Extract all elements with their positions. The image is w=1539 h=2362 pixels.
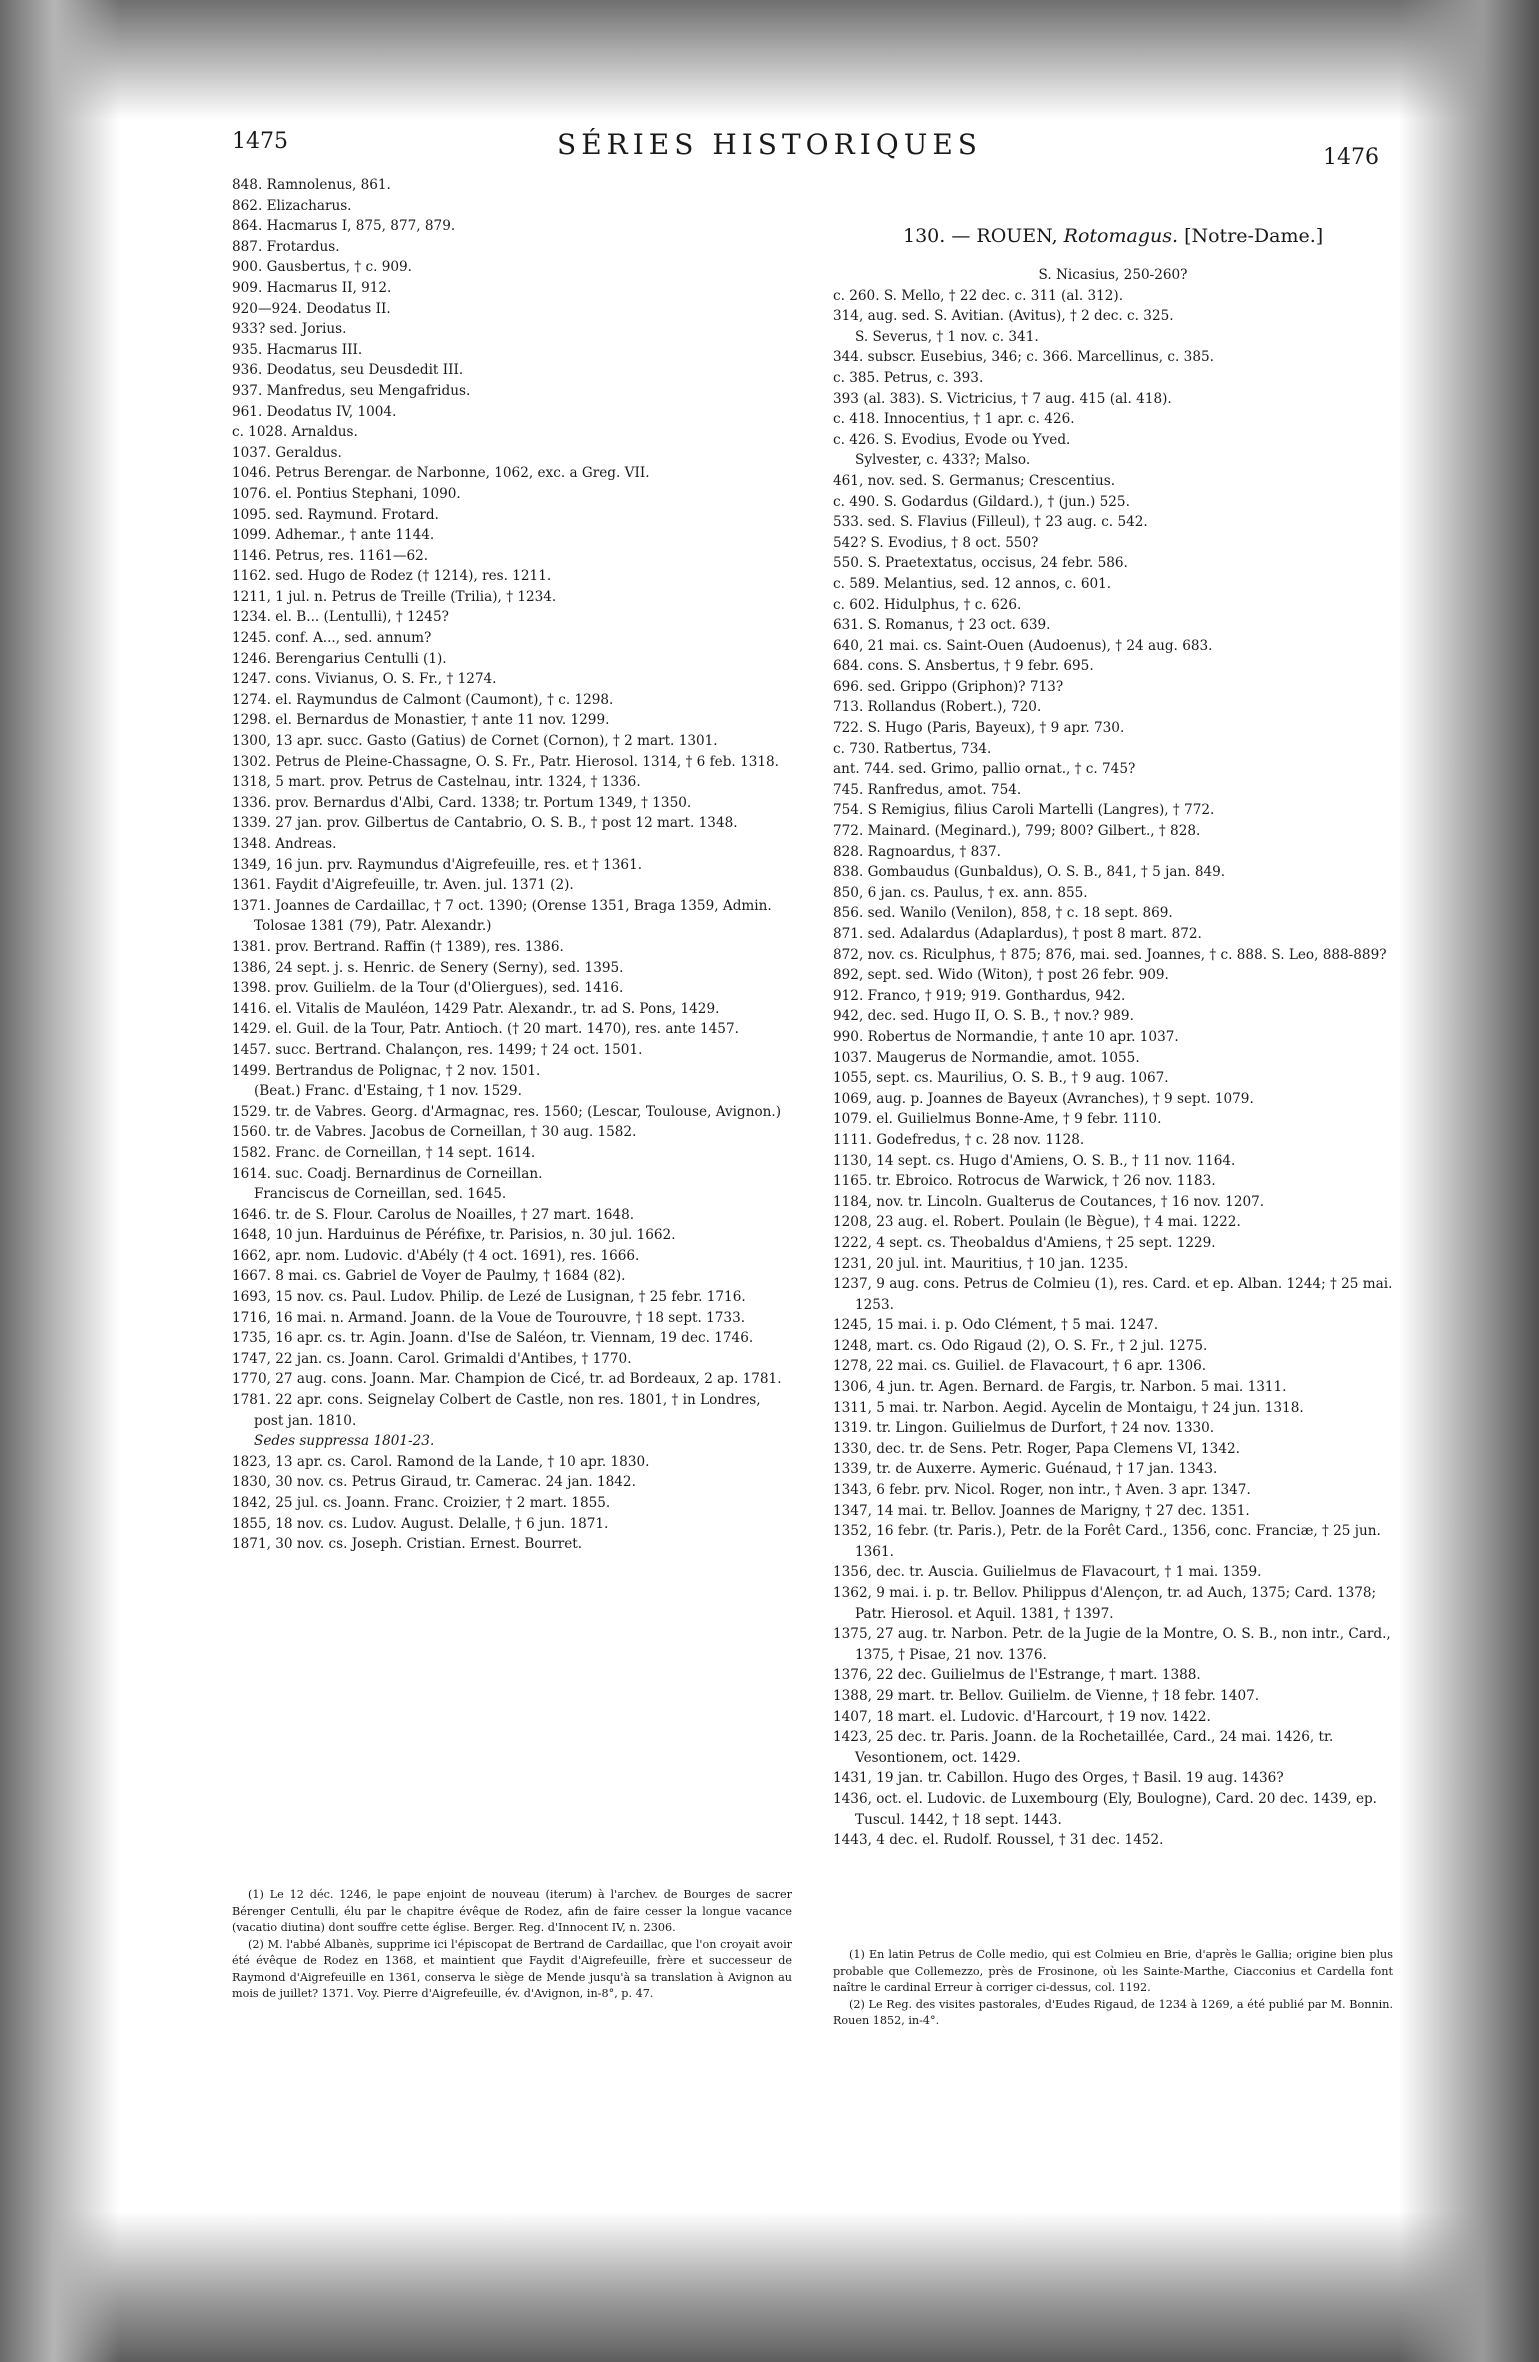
list-item: 1079. el. Guilielmus Bonne-Ame, † 9 febr. 1110.: [833, 1111, 1162, 1128]
list-item: 1300, 13 apr. succ. Gasto (Gatius) de Cornet (Cornon), † 2 mart. 1301.: [232, 733, 718, 750]
list-item: c. 730. Ratbertus, 734.: [833, 740, 992, 757]
list-item: 1222, 4 sept. cs. Theobaldus d'Amiens, † 25 sept. 1229.: [833, 1234, 1216, 1251]
section-title: [903, 225, 1323, 247]
list-item: 1871, 30 nov. cs. Joseph. Cristian. Ernest. Bourret.: [232, 1536, 583, 1553]
list-item: 1069, aug. p. Joannes de Bayeux (Avranches), † 9 sept. 1079.: [833, 1090, 1254, 1107]
list-item: 1423, 25 dec. tr. Paris. Joann. de la Rochetaillée, Card., 24 mai. 1426, tr. Vesontionem, oct. 1429.: [833, 1729, 1334, 1766]
footnote: (1) Le 12 déc. 1246, le pape enjoint de nouveau (iterum) à l'archev. de Bourges de sacrer Bérenger Centulli, élu par le chapitre évêque de Rodez, afin de faire cesser la longue vacance (vacatio diutina) dont souffre cette église. Berger. Reg. d'Innocent IV, n. 2306.: [232, 1888, 792, 1934]
running-title: SÉRIES HISTORIQUES: [557, 128, 982, 161]
list-item: c. 385. Petrus, c. 393.: [833, 369, 984, 386]
list-item: 1165. tr. Ebroico. Rotrocus de Warwick, † 26 nov. 1183.: [833, 1173, 1216, 1190]
list-item: 1381. prov. Bertrand. Raffin († 1389), res. 1386.: [232, 938, 564, 955]
list-item: 1386, 24 sept. j. s. Henric. de Senery (Serny), sed. 1395.: [232, 959, 624, 976]
list-item: 1646. tr. de S. Flour. Carolus de Noailles, † 27 mart. 1648.: [232, 1206, 635, 1223]
list-item: 1352, 16 febr. (tr. Paris.), Petr. de la Forêt Card., 1356, conc. Franciæ, † 25 jun. 1361.: [833, 1523, 1381, 1560]
list-item: 1298. el. Bernardus de Monastier, † ante 11 nov. 1299.: [232, 712, 610, 729]
list-item: 1693, 15 nov. cs. Paul. Ludov. Philip. de Lezé de Lusignan, † 25 febr. 1716.: [232, 1289, 746, 1306]
list-item: 1361. Faydit d'Aigrefeuille, tr. Aven. jul. 1371 (2).: [232, 877, 574, 894]
list-item: 1234. el. B... (Lentulli), † 1245?: [232, 609, 449, 626]
list-item: 1431, 19 jan. tr. Cabillon. Hugo des Orges, † Basil. 19 aug. 1436?: [833, 1770, 1284, 1787]
list-item: 1356, dec. tr. Auscia. Guilielmus de Flavacourt, † 1 mai. 1359.: [833, 1564, 1262, 1581]
list-item: 1429. el. Guil. de la Tour, Patr. Antioch. († 20 mart. 1470), res. ante 1457.: [232, 1021, 739, 1038]
list-item: c. 589. Melantius, sed. 12 annos, c. 601.: [833, 575, 1112, 592]
list-item: c. 602. Hidulphus, † c. 626.: [833, 596, 1022, 613]
list-item: 1248, mart. cs. Odo Rigaud (2), O. S. Fr., † 2 jul. 1275.: [833, 1337, 1208, 1354]
list-item: 912. Franco, † 919; 919. Gonthardus, 942.: [833, 987, 1126, 1004]
list-item: 892, sept. sed. Wido (Witon), † post 26 febr. 909.: [833, 967, 1169, 984]
list-item: 1306, 4 jun. tr. Agen. Bernard. de Fargis, tr. Narbon. 5 mai. 1311.: [833, 1379, 1287, 1396]
list-item: 1436, oct. el. Ludovic. de Luxembourg (Ely, Boulogne), Card. 20 dec. 1439, ep. Tuscul. 1442, † 18 sept. 1443.: [833, 1790, 1378, 1828]
list-item: S. Severus, † 1 nov. c. 341.: [855, 328, 1039, 345]
list-item: 856. sed. Wanilo (Venilon), 858, † c. 18 sept. 869.: [833, 905, 1173, 922]
list-item: 1388, 29 mart. tr. Bellov. Guilielm. de Vienne, † 18 febr. 1407.: [833, 1687, 1260, 1704]
list-item: 935. Hacmarus III.: [232, 341, 363, 358]
list-item: 1614. suc. Coadj. Bernardinus de Corneillan.: [232, 1165, 543, 1182]
right-column-list: [833, 265, 1393, 1851]
scan-shadow-top: [0, 0, 1539, 120]
list-item: 1318, 5 mart. prov. Petrus de Castelnau, intr. 1324, † 1336.: [232, 774, 641, 791]
right-page-number: 1476: [1323, 145, 1379, 170]
list-item: 1339. 27 jan. prov. Gilbertus de Cantabrio, O. S. B., † post 12 mart. 1348.: [232, 815, 738, 832]
list-item: 1349, 16 jun. prv. Raymundus d'Aigrefeuille, res. et † 1361.: [232, 856, 643, 873]
list-item: 713. Rollandus (Robert.), 720.: [833, 699, 1042, 716]
list-item: 1823, 13 apr. cs. Carol. Ramond de la Lande, † 10 apr. 1830.: [232, 1453, 650, 1470]
list-item: 1375, 27 aug. tr. Narbon. Petr. de la Jugie de la Montre, O. S. B., non intr., Card., 1375, † Pisae, 21 nov. 1376.: [833, 1626, 1391, 1663]
left-page-number: 1475: [232, 129, 288, 154]
list-item: 1339, tr. de Auxerre. Aymeric. Guénaud, † 17 jan. 1343.: [833, 1461, 1218, 1478]
list-item: 1499. Bertrandus de Polignac, † 2 nov. 1501.: [232, 1062, 541, 1079]
list-item: 900. Gausbertus, † c. 909.: [232, 259, 413, 276]
list-item: 838. Gombaudus (Gunbaldus), O. S. B., 841, † 5 jan. 849.: [833, 864, 1226, 881]
list-item: 1582. Franc. de Corneillan, † 14 sept. 1614.: [232, 1144, 536, 1161]
list-item: 961. Deodatus IV, 1004.: [232, 403, 397, 420]
list-item: c. 260. S. Mello, † 22 dec. c. 311 (al. 312).: [833, 287, 1124, 304]
list-item: 1231, 20 jul. int. Mauritius, † 10 jan. 1235.: [833, 1255, 1129, 1272]
list-item: 1274. el. Raymundus de Calmont (Caumont), † c. 1298.: [232, 691, 614, 708]
left-column-list: [232, 175, 792, 1555]
list-item: 533. sed. S. Flavius (Filleul), † 23 aug. c. 542.: [833, 514, 1148, 531]
list-item: 848. Ramnolenus, 861.: [232, 177, 391, 193]
list-item: 850, 6 jan. cs. Paulus, † ex. ann. 855.: [833, 884, 1088, 901]
list-item: 1735, 16 apr. cs. tr. Agin. Joann. d'Ise de Saléon, tr. Viennam, 19 dec. 1746.: [232, 1330, 754, 1347]
list-item: 745. Ranfredus, amot. 754.: [833, 781, 1022, 798]
list-item: 1667. 8 mai. cs. Gabriel de Voyer de Paulmy, † 1684 (82).: [232, 1268, 626, 1285]
list-item: 864. Hacmarus I, 875, 877, 879.: [232, 218, 456, 235]
footnote: (1) En latin Petrus de Colle medio, qui est Colmieu en Brie, d'après le Gallia; origine bien plus probable que Collemezzo, près de Frosinone, où les Sainte-Marthe, Ciacconius et Cardella font naître le cardinal Erreur à corriger ci-dessus, col. 1192.: [833, 1948, 1393, 1994]
list-item: 1330, dec. tr. de Sens. Petr. Roger, Papa Clemens VI, 1342.: [833, 1440, 1240, 1457]
list-item: 1099. Adhemar., † ante 1144.: [232, 527, 435, 544]
list-item: c. 426. S. Evodius, Evode ou Yved.: [833, 431, 1071, 448]
list-item: 772. Mainard. (Meginard.), 799; 800? Gilbert., † 828.: [833, 823, 1201, 840]
list-item: 1037. Geraldus.: [232, 444, 342, 461]
list-item: c. 490. S. Godardus (Gildard.), † (jun.) 525.: [833, 493, 1130, 510]
list-item: 1457. succ. Bertrand. Chalançon, res. 1499; † 24 oct. 1501.: [232, 1041, 643, 1058]
list-item: S. Nicasius, 250-260?: [1038, 267, 1188, 283]
list-item: 872, nov. cs. Riculphus, † 875; 876, mai. sed. Joannes, † c. 888. S. Leo, 888-889?: [833, 946, 1387, 963]
list-item: 1211, 1 jul. n. Petrus de Treille (Trilia), † 1234.: [232, 588, 557, 605]
list-item: 828. Ragnoardus, † 837.: [833, 843, 1001, 860]
list-item: 1162. sed. Hugo de Rodez († 1214), res. 1211.: [232, 568, 552, 585]
list-item: 862. Elizacharus.: [232, 197, 352, 214]
list-item: 871. sed. Adalardus (Adaplardus), † post 8 mart. 872.: [833, 926, 1202, 942]
list-item: 684. cons. S. Ansbertus, † 9 febr. 695.: [833, 658, 1094, 675]
list-item: 1376, 22 dec. Guilielmus de l'Estrange, † mart. 1388.: [833, 1667, 1201, 1684]
list-item: 920—924. Deodatus II.: [232, 300, 391, 317]
list-item: 1184, nov. tr. Lincoln. Gualterus de Coutances, † 16 nov. 1207.: [833, 1193, 1265, 1210]
footnote: (2) M. l'abbé Albanès, supprime ici l'épiscopat de Bertrand de Cardaillac, que l'on croyait avoir été évêque de Rodez en 1368, et maintient que Faydit d'Aigrefeuille, frère et successeur de Raymond d'Aigrefeuille en 1361, conserva le siège de Mende jusqu'à sa translation à Avignon au mois de juillet? 1371. Voy. Pierre d'Aigrefeuille, év. d'Avignon, in-8°, p. 47.: [232, 1937, 792, 2000]
list-item: 344. subscr. Eusebius, 346; c. 366. Marcellinus, c. 385.: [833, 349, 1214, 366]
list-item: 1111. Godefredus, † c. 28 nov. 1128.: [833, 1131, 1085, 1148]
list-item: 1716, 16 mai. n. Armand. Joann. de la Voue de Tourouvre, † 18 sept. 1733.: [232, 1309, 746, 1326]
list-item: 1095. sed. Raymund. Frotard.: [232, 506, 439, 523]
list-item: 461, nov. sed. S. Germanus; Crescentius.: [833, 472, 1116, 489]
list-item: 942, dec. sed. Hugo II, O. S. B., † nov.? 989.: [833, 1008, 1134, 1025]
footnote: (2) Le Reg. des visites pastorales, d'Eudes Rigaud, de 1234 à 1269, a été publié par M. Bonnin. Rouen 1852, in-4°.: [833, 1997, 1393, 2027]
list-item: 1046. Petrus Berengar. de Narbonne, 1062, exc. a Greg. VII.: [232, 465, 650, 482]
right-footnotes: [833, 1947, 1393, 2030]
list-item: 990. Robertus de Normandie, † ante 10 apr. 1037.: [833, 1028, 1179, 1045]
list-item: 1130, 14 sept. cs. Hugo d'Amiens, O. S. B., † 11 nov. 1164.: [833, 1152, 1236, 1169]
list-item: 1343, 6 febr. prv. Nicol. Roger, non intr., † Aven. 3 apr. 1347.: [833, 1482, 1251, 1499]
list-item: 1662, apr. nom. Ludovic. d'Abély († 4 oct. 1691), res. 1666.: [232, 1247, 640, 1264]
list-item: 1529. tr. de Vabres. Georg. d'Armagnac, res. 1560; (Lescar, Toulouse, Avignon.): [232, 1103, 782, 1120]
list-item: 754. S Remigius, filius Caroli Martelli (Langres), † 772.: [833, 802, 1215, 819]
list-item: 631. S. Romanus, † 23 oct. 639.: [833, 617, 1051, 634]
left-footnotes: [232, 1887, 792, 2003]
list-item: 640, 21 mai. cs. Saint-Ouen (Audoenus), † 24 aug. 683.: [833, 637, 1213, 654]
list-item: 1336. prov. Bernardus d'Albi, Card. 1338; tr. Portum 1349, † 1350.: [232, 794, 692, 811]
list-item: 393 (al. 383). S. Victricius, † 7 aug. 415 (al. 418).: [833, 390, 1172, 407]
list-item: 1246. Berengarius Centulli (1).: [232, 650, 447, 667]
list-item: 1855, 18 nov. cs. Ludov. August. Delalle, † 6 jun. 1871.: [232, 1515, 609, 1532]
section-number: 130. —: [903, 225, 971, 247]
list-item: 1407, 18 mart. el. Ludovic. d'Harcourt, † 19 nov. 1422.: [833, 1708, 1211, 1725]
scan-shadow-left: [0, 0, 120, 2362]
list-item: 1830, 30 nov. cs. Petrus Giraud, tr. Camerac. 24 jan. 1842.: [232, 1474, 636, 1491]
list-item: 696. sed. Grippo (Griphon)? 713?: [833, 678, 1064, 695]
list-item: 722. S. Hugo (Paris, Bayeux), † 9 apr. 730.: [833, 720, 1125, 737]
list-item: 1443, 4 dec. el. Rudolf. Roussel, † 31 dec. 1452.: [833, 1832, 1164, 1849]
list-item: 1278, 22 mai. cs. Guiliel. de Flavacourt, † 6 apr. 1306.: [833, 1358, 1207, 1375]
list-item: 937. Manfredus, seu Mengafridus.: [232, 382, 471, 399]
list-item: 1055, sept. cs. Maurilius, O. S. B., † 9 aug. 1067.: [833, 1070, 1169, 1087]
list-item: 1146. Petrus, res. 1161—62.: [232, 547, 429, 564]
list-item: 1311, 5 mai. tr. Narbon. Aegid. Aycelin de Montaigu, † 24 jun. 1318.: [833, 1399, 1304, 1416]
list-item: 933? sed. Jorius.: [232, 321, 347, 338]
list-item: c. 418. Innocentius, † 1 apr. c. 426.: [833, 411, 1075, 428]
list-item: 1362, 9 mai. i. p. tr. Bellov. Philippus d'Alençon, tr. ad Auch, 1375; Card. 1378; Patr. Hierosol. et Aquil. 1381, † 1397.: [833, 1585, 1377, 1622]
list-item: 1302. Petrus de Pleine-Chassagne, O. S. Fr., Patr. Hierosol. 1314, † 6 feb. 1318.: [232, 753, 779, 770]
list-item: Sylvester, c. 433?; Malso.: [855, 452, 1031, 469]
section-city: ROUEN,: [976, 225, 1058, 247]
list-item: 909. Hacmarus II, 912.: [232, 279, 392, 296]
list-item: 1245, 15 mai. i. p. Odo Clément, † 5 mai. 1247.: [833, 1317, 1159, 1334]
list-item: 1247. cons. Vivianus, O. S. Fr., † 1274.: [232, 671, 497, 688]
list-item: 1842, 25 jul. cs. Joann. Franc. Croizier, † 2 mart. 1855.: [232, 1495, 611, 1511]
scan-shadow-right: [1399, 0, 1539, 2362]
list-item: 887. Frotardus.: [232, 238, 340, 255]
list-item: 1037. Maugerus de Normandie, amot. 1055.: [833, 1049, 1140, 1066]
list-item: 1371. Joannes de Cardaillac, † 7 oct. 1390; (Orense 1351, Braga 1359, Admin. Tolosae 1381 (79), Patr. Alexandr.): [232, 897, 772, 935]
list-item: 1398. prov. Guilielm. de la Tour (d'Oliergues), sed. 1416.: [232, 980, 624, 997]
list-item: 1208, 23 aug. el. Robert. Poulain (le Bègue), † 4 mai. 1222.: [833, 1214, 1241, 1231]
list-item: 314, aug. sed. S. Avitian. (Avitus), † 2 dec. c. 325.: [833, 308, 1174, 325]
list-item: 1781. 22 apr. cons. Seignelay Colbert de Castle, non res. 1801, † in Londres, post jan. 1810.: [232, 1392, 761, 1429]
list-item: 1347, 14 mai. tr. Bellov. Joannes de Marigny, † 27 dec. 1351.: [833, 1502, 1250, 1519]
list-item: 1747, 22 jan. cs. Joann. Carol. Grimaldi d'Antibes, † 1770.: [232, 1350, 632, 1367]
list-item: 1076. el. Pontius Stephani, 1090.: [232, 485, 461, 502]
list-item: 542? S. Evodius, † 8 oct. 550?: [833, 534, 1039, 551]
list-item: 1245. conf. A..., sed. annum?: [232, 630, 432, 647]
list-item: 1560. tr. de Vabres. Jacobus de Corneillan, † 30 aug. 1582.: [232, 1124, 637, 1141]
list-item: (Beat.) Franc. d'Estaing, † 1 nov. 1529.: [254, 1083, 522, 1100]
section-latin-name: Rotomagus.: [1063, 225, 1179, 247]
list-item: 1348. Andreas.: [232, 836, 337, 852]
list-item: 1237, 9 aug. cons. Petrus de Colmieu (1), res. Card. et ep. Alban. 1244; † 25 mai. 1253.: [833, 1276, 1393, 1313]
list-item: 1770, 27 aug. cons. Joann. Mar. Champion de Cicé, tr. ad Bordeaux, 2 ap. 1781.: [232, 1371, 782, 1388]
list-item: 936. Deodatus, seu Deusdedit III.: [232, 362, 464, 379]
list-item: ant. 744. sed. Grimo, pallio ornat., † c. 745?: [833, 761, 1136, 778]
list-item: c. 1028. Arnaldus.: [232, 424, 358, 441]
section-cathedral: [Notre-Dame.]: [1184, 225, 1324, 247]
list-item: 550. S. Praetextatus, occisus, 24 febr. 586.: [833, 555, 1128, 572]
list-item: 1319. tr. Lingon. Guilielmus de Durfort, † 24 nov. 1330.: [833, 1420, 1215, 1437]
list-item: 1648, 10 jun. Harduinus de Péréfixe, tr. Parisios, n. 30 jul. 1662.: [232, 1227, 676, 1244]
list-item: Franciscus de Corneillan, sed. 1645.: [254, 1186, 507, 1203]
scan-shadow-bottom: [0, 2212, 1539, 2362]
list-item: 1416. el. Vitalis de Mauléon, 1429 Patr. Alexandr., tr. ad S. Pons, 1429.: [232, 1000, 720, 1017]
list-item: Sedes suppressa 1801-23.: [254, 1433, 435, 1450]
